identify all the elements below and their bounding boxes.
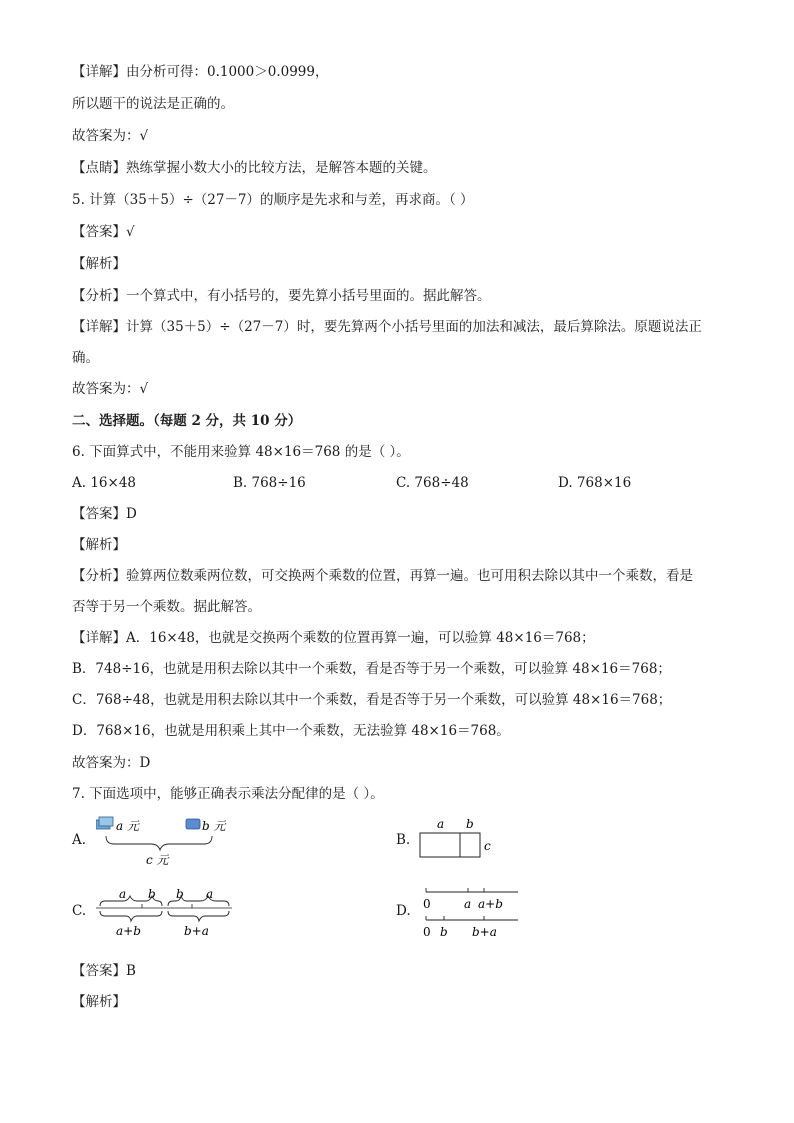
- pencil-box-icon: [96, 817, 113, 829]
- answer-line: 【答案】√: [72, 224, 135, 240]
- text-line: 【点睛】熟练掌握小数大小的比较方法，是解答本题的关键。: [72, 160, 437, 176]
- q7-option-c-label: C.: [72, 903, 87, 919]
- c-top-a2-label: a: [206, 887, 214, 901]
- question-7: 7. 下面选项中，能够正确表示乘法分配律的是（ ）。: [72, 786, 384, 802]
- text-line: D．768×16，也就是用积乘上其中一个乘数，无法验算 48×16＝768。: [72, 723, 510, 739]
- answer-line: 【答案】B: [72, 963, 136, 979]
- a-price-label: a 元: [116, 819, 139, 833]
- analysis-heading: 【解析】: [72, 537, 126, 553]
- text-line: C．768÷48，也就是用积去除以其中一个乘数，看是否等于另一个乘数，可以验算 48×16＝768；: [72, 692, 672, 708]
- answer-line: 【答案】D: [72, 506, 137, 522]
- text-line: 【分析】验算两位数乘两位数，可交换两个乘数的位置，再算一遍。也可用积去除以其中一个乘数，看是: [72, 568, 693, 584]
- q7-option-a-diagram: [96, 814, 236, 870]
- text-line: 故答案为：D: [72, 755, 151, 771]
- text-line: 故答案为：√: [72, 381, 149, 397]
- b-top-b-label: b: [466, 817, 474, 831]
- c-top-a1-label: a: [119, 887, 127, 901]
- q7-option-a-label: A.: [72, 832, 87, 848]
- text-line: 所以题干的说法是正确的。: [72, 96, 234, 112]
- q6-option-b: B. 768÷16: [233, 475, 306, 491]
- q7-option-b-label: B.: [396, 832, 411, 848]
- c-bottom-a-plus-b-label: a+b: [116, 924, 141, 938]
- d-row2-b: b: [440, 925, 448, 939]
- text-line: 【分析】一个算式中，有小括号的，要先算小括号里面的。据此解答。: [72, 288, 491, 304]
- section-heading: 二、选择题。（每题 2 分，共 10 分）: [72, 413, 302, 429]
- q7-option-d-label: D.: [396, 903, 411, 919]
- question-6: 6. 下面算式中，不能用来验算 48×16＝768 的是（ ）。: [72, 444, 410, 460]
- d-row1-a-plus-b: a+b: [478, 897, 503, 911]
- b-price-label: b 元: [202, 819, 226, 833]
- analysis-heading: 【解析】: [72, 994, 126, 1010]
- c-bottom-b-plus-a-label: b+a: [184, 924, 209, 938]
- q6-option-c: C. 768÷48: [396, 475, 469, 491]
- b-top-a-label: a: [437, 817, 445, 831]
- q7-option-d-diagram: [420, 880, 530, 944]
- text-line: 否等于另一个乘数。据此解答。: [72, 599, 261, 615]
- text-line: 【详解】A．16×48，也就是交换两个乘数的位置再算一遍，可以验算 48×16＝768；: [72, 630, 595, 646]
- question-5: 5. 计算（35＋5）÷（27－7）的顺序是先求和与差，再求商。（ ）: [72, 192, 474, 208]
- q7-option-b-diagram: [418, 814, 508, 864]
- c-top-b2-label: b: [176, 887, 184, 901]
- text-line: 【详解】由分析可得：0.1000＞0.0999，: [72, 64, 329, 80]
- q6-option-d: D. 768×16: [558, 475, 632, 491]
- text-line: 确。: [72, 350, 99, 366]
- b-side-c-label: c: [484, 839, 491, 853]
- c-total-label: c 元: [146, 853, 169, 867]
- analysis-heading: 【解析】: [72, 256, 126, 272]
- text-line: 故答案为：√: [72, 128, 149, 144]
- c-top-b1-label: b: [148, 887, 156, 901]
- d-row1-a: a: [464, 897, 472, 911]
- eraser-icon: [186, 819, 200, 829]
- text-line: B．748÷16，也就是用积去除以其中一个乘数，看是否等于另一个乘数，可以验算 48×16＝768；: [72, 661, 671, 677]
- d-row2-zero: 0: [423, 925, 431, 939]
- text-line: 【详解】计算（35＋5）÷（27－7）时，要先算两个小括号里面的加法和减法，最后算除法。原题说法正: [72, 319, 702, 335]
- q7-option-c-diagram: [96, 884, 236, 944]
- d-row1-zero: 0: [423, 897, 431, 911]
- d-row2-b-plus-a: b+a: [472, 925, 497, 939]
- q6-option-a: A. 16×48: [72, 475, 136, 491]
